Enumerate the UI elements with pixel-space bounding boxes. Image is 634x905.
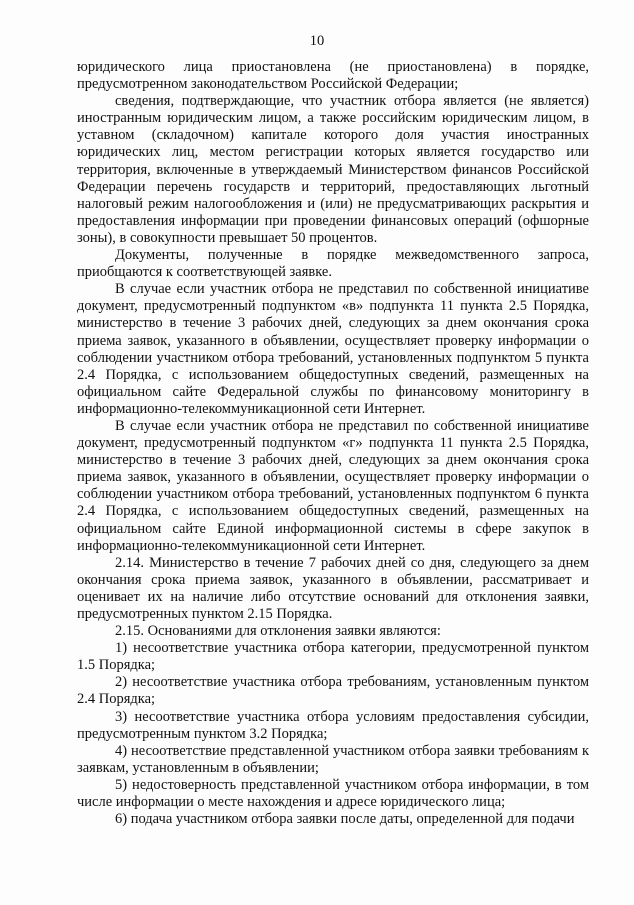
paragraph: В случае если участник отбора не представил по собственной инициативе документ, предусмотренный подпунктом «в» подпункта 11 пункта 2.5 Порядка, министерство в течение 3 рабочих дней, следующих за днем окончания срока приема заявок, указанного в объявлении, осуществляет проверку информации о соблюдении участником отбора требований, установленных подпунктом 5 пункта 2.4 Порядка, с использованием общедоступных сведений, размещенных на официальном сайте Федеральной службы по финансовому мониторингу в информационно-телекоммуникационной сети Интернет. (77, 281, 589, 417)
list-item: 6) подача участником отбора заявки после даты, определенной для подачи (115, 811, 575, 828)
paragraph: сведения, подтверждающие, что участник отбора является (не является) иностранным юридическим лицом, а также российским юридическим лицом, в уставном (складочном) капитале которого доля участия иностранных юридических лиц, местом регистрации которых является государство или территория, включенные в утверждаемый Министерством финансов Российской Федерации перечень государств и территорий, предоставляющих льготный налоговый режим налогообложения и (или) не предусматривающих раскрытия и предоставления информации при проведении финансовых операций (офшорные зоны), в совокупности превышает 50 процентов. (77, 93, 589, 246)
list-item: 2) несоответствие участника отбора требованиям, установленным пунктом 2.4 Порядка; (77, 674, 589, 708)
paragraph: юридического лица приостановлена (не приостановлена) в порядке, предусмотренном законодательством Российской Федерации; (77, 59, 589, 93)
document-body (77, 59, 589, 828)
paragraph: Документы, полученные в порядке межведомственного запроса, приобщаются к соответствующей заявке. (77, 247, 589, 281)
paragraph: В случае если участник отбора не представил по собственной инициативе документ, предусмотренный подпунктом «г» подпункта 11 пункта 2.5 Порядка, министерство в течение 3 рабочих дней, следующих за днем окончания срока приема заявок, указанного в объявлении, осуществляет проверку информации о соблюдении участником отбора требований, установленных подпунктом 6 пункта 2.4 Порядка, с использованием общедоступных сведений, размещенных на официальном сайте Единой информационной системы в сфере закупок в информационно-телекоммуникационной сети Интернет. (77, 417, 589, 554)
paragraph: 2.15. Основаниями для отклонения заявки являются: (115, 623, 441, 640)
list-item: 1) несоответствие участника отбора категории, предусмотренной пунктом 1.5 Порядка; (77, 640, 589, 674)
list-item: 3) несоответствие участника отбора условиям предоставления субсидии, предусмотренным пунктом 3.2 Порядка; (77, 708, 589, 742)
page-number: 10 (309, 33, 325, 49)
list-item: 5) недостоверность представленной участником отбора информации, в том числе информации о месте нахождения и адресе юридического лица; (77, 776, 589, 811)
paragraph: 2.14. Министерство в течение 7 рабочих дней со дня, следующего за днем окончания срока приема заявок, указанного в объявлении, рассматривает и оценивает их на наличие либо отсутствие оснований для отклонения заявки, предусмотренных пунктом 2.15 Порядка. (77, 554, 589, 622)
list-item: 4) несоответствие представленной участником отбора заявки требованиям к заявкам, установленным в объявлении; (77, 742, 589, 776)
